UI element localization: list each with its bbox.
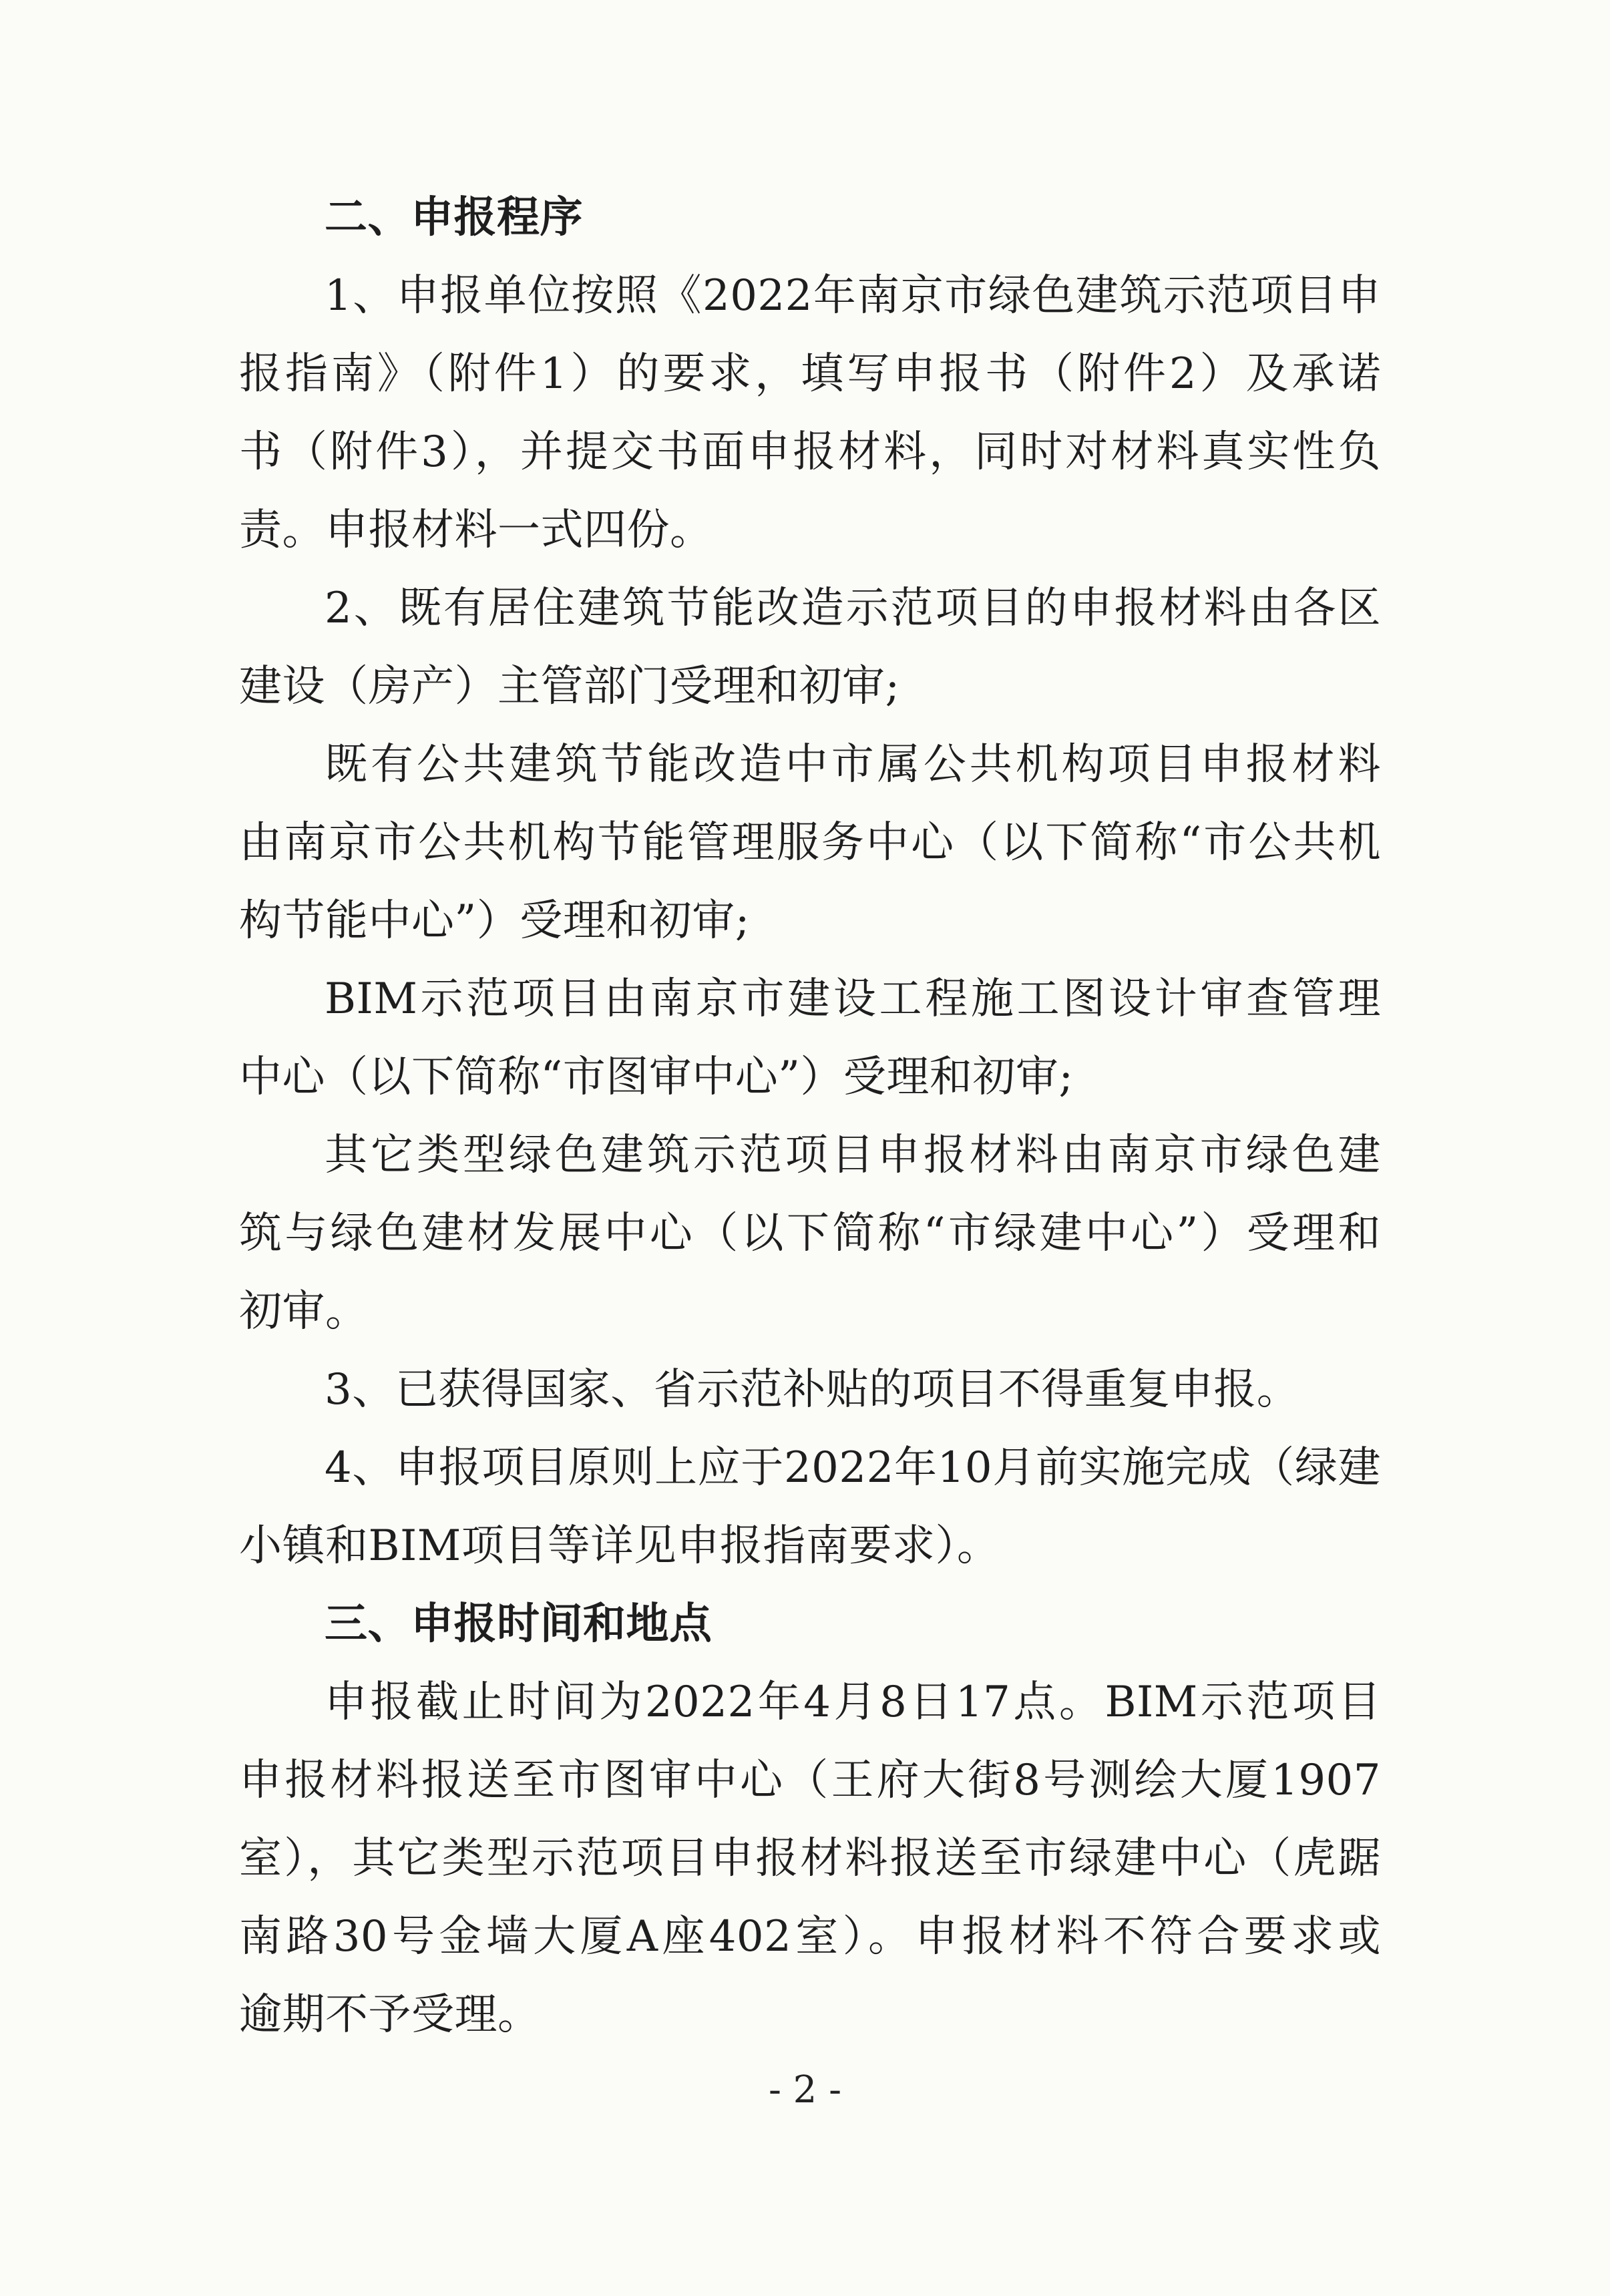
paragraph-line: 书（附件3），并提交书面申报材料，同时对材料真实性负	[239, 427, 1381, 477]
paragraph-line: 中心（以下简称“市图审中心”）受理和初审;	[239, 1053, 1074, 1102]
paragraph-line: 报指南》（附件1）的要求，填写申报书（附件2）及承诺	[239, 349, 1381, 399]
paragraph-line: 南路30号金墙大厦A座402室）。申报材料不符合要求或	[239, 1912, 1381, 1961]
page-number: - 2 -	[768, 2068, 842, 2112]
paragraph-line: 申报截止时间为2022年4月8日17点。BIM示范项目	[325, 1678, 1381, 1727]
paragraph-line: 小镇和BIM项目等详见申报指南要求）。	[239, 1521, 1000, 1571]
paragraph-line: 3、已获得国家、省示范补贴的项目不得重复申报。	[325, 1365, 1300, 1414]
paragraph-line: 2、既有居住建筑节能改造示范项目的申报材料由各区	[325, 584, 1381, 633]
paragraph-line: 初审。	[239, 1287, 369, 1336]
paragraph-line: 筑与绿色建材发展中心（以下简称“市绿建中心”）受理和	[239, 1209, 1381, 1258]
paragraph-line: 既有公共建筑节能改造中市属公共机构项目申报材料	[325, 740, 1381, 789]
paragraph-line: 4、申报项目原则上应于2022年10月前实施完成（绿建	[325, 1443, 1381, 1493]
paragraph-line: 建设（房产）主管部门受理和初审;	[239, 662, 900, 711]
paragraph-line: 由南京市公共机构节能管理服务中心（以下简称“市公共机	[239, 818, 1381, 868]
paragraph-line: 室），其它类型示范项目申报材料报送至市绿建中心（虎踞	[239, 1834, 1381, 1883]
paragraph-line: 逾期不予受理。	[239, 1990, 541, 2040]
section-heading-time-and-place: 三、申报时间和地点	[325, 1599, 713, 1649]
paragraph-line: 申报材料报送至市图审中心（王府大街8号测绘大厦1907	[239, 1756, 1381, 1805]
paragraph-line: 责。申报材料一式四份。	[239, 506, 713, 555]
document-body	[239, 179, 1381, 2054]
paragraph-line: 其它类型绿色建筑示范项目申报材料由南京市绿色建	[325, 1131, 1381, 1180]
paragraph-line: 构节能中心”）受理和初审;	[239, 896, 750, 946]
paragraph-line: 1、申报单位按照《2022年南京市绿色建筑示范项目申	[325, 271, 1381, 321]
paragraph-line: BIM示范项目由南京市建设工程施工图设计审查管理	[325, 974, 1381, 1024]
section-heading-application-procedure: 二、申报程序	[325, 193, 583, 242]
